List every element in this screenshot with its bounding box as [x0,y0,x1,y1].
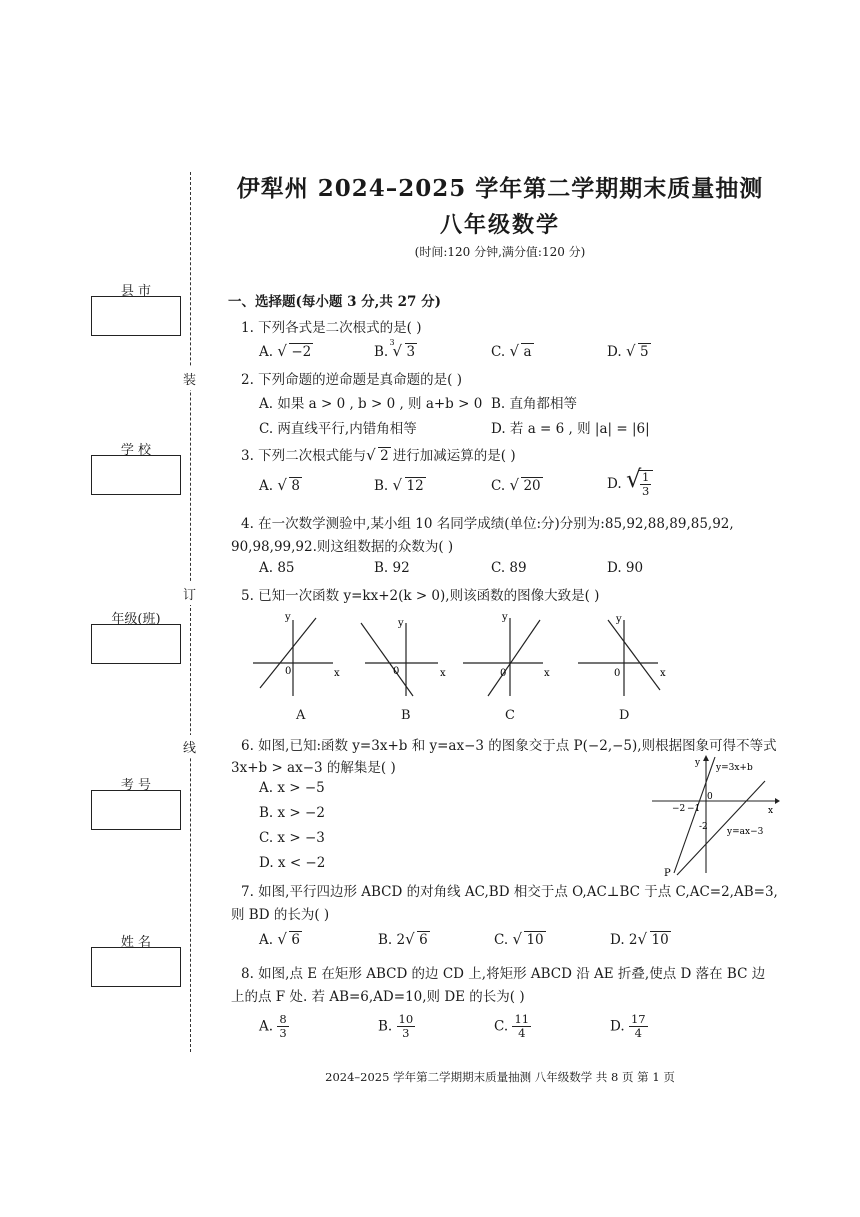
q5-graph-c[interactable] [463,612,550,696]
q3-option-d[interactable]: D. √ $\frac{1}{3}$ [607,470,655,498]
q1-d-radical: √ 5 [625,342,649,360]
q8-line1: 8. 如图,点 E 在矩形 ABCD 的边 CD 上,将矩形 ABCD 沿 AE 折叠,使点 D 落在 BC 边 [241,966,766,982]
q6-option-b[interactable]: B. x > −2 [259,805,325,821]
q3-option-a[interactable]: A. √ 8 [259,476,300,494]
q3-a-radical: √ 8 [277,476,300,494]
q5-label-c: C [505,708,515,723]
q8-option-b[interactable]: B. $\frac{10}{3}$ [378,1012,414,1040]
q7-b-radical: √ 6 [405,930,428,948]
q5-graphs [248,608,688,703]
field-label-class: 年级(班) [111,612,161,627]
q6-graph [650,755,780,880]
q4-line1: 4. 在一次数学测验中,某小组 10 名同学成绩(单位:分)分别为:85,92,88,89,85,92, [241,516,734,532]
q2-option-a[interactable]: A. 如果 a > 0 , b > 0 , 则 a+b > 0 [259,396,483,412]
q5-a-axis-x: x [334,668,340,679]
q2-option-b[interactable]: B. 直角都相等 [491,396,578,412]
q3-option-b[interactable]: B. √ 12 [374,476,424,494]
q6-line2: 3x+b > ax−3 的解集是( ) [231,760,396,776]
field-label-exam-number: 考 号 [120,778,152,793]
q5-c-axis-y: y [502,612,508,623]
q3-c-radical: √ 20 [509,476,541,494]
q1-a-radical: √ −2 [277,342,312,360]
q8-option-a[interactable]: A. $\frac{8}{3}$ [259,1012,287,1040]
q6-point-p: P [664,868,671,879]
binding-char-xian: 线 [183,735,196,758]
q1-option-a[interactable]: A. √ −2 [259,342,312,360]
q5-b-axis-y: y [398,618,404,629]
q7-a-radical: √ 6 [277,930,300,948]
q5-b-origin: 0 [393,666,400,677]
name-input-box[interactable] [91,947,181,987]
page-title: 伊犁州 2024–2025 学年第二学期期末质量抽测 [236,175,764,202]
q6-y-tick: -2 [699,822,708,832]
field-label-county: 县 市 [120,284,152,299]
q5-c-origin: 0 [500,668,507,679]
field-label-school: 学 校 [120,443,152,458]
q7-c-radical: √ 10 [512,930,544,948]
q7-option-b[interactable]: B. 2 √ 6 [378,930,428,948]
q7-line2: 则 BD 的长为( ) [231,907,330,923]
q4-option-b[interactable]: B. 92 [374,560,410,576]
q6-label-line1: y=3x+b [716,763,753,773]
q3-option-c[interactable]: C. √ 20 [491,476,541,494]
subject-title: 八年级数学 [439,212,560,238]
q7-option-d[interactable]: D. 2 √ 10 [610,930,669,948]
q5-graph-a[interactable] [253,612,340,696]
q4-option-a[interactable]: A. 85 [259,560,295,576]
page-footer: 2024–2025 学年第二学期期末质量抽测 八年级数学 共 8 页 第 1 页 [325,1070,675,1084]
q7-option-a[interactable]: A. √ 6 [259,930,300,948]
field-label-name: 姓 名 [120,935,152,950]
q5-a-origin: 0 [285,666,292,677]
q5-d-origin: 0 [614,668,621,679]
q2-option-c[interactable]: C. 两直线平行,内错角相等 [259,421,417,437]
q7-option-c[interactable]: C. √ 10 [494,930,544,948]
q5-c-axis-x: x [544,668,550,679]
q7-line1: 7. 如图,平行四边形 ABCD 的对角线 AC,BD 相交于点 O,AC⊥BC 于点 C,AC=2,AB=3, [241,884,778,900]
q3-stem: 3. 下列二次根式能与 √ 2 进行加减运算的是( ) [241,446,516,464]
q6-option-c[interactable]: C. x > −3 [259,830,325,846]
q7-d-radical: √ 10 [637,930,669,948]
q3-stem-radical: √ 2 [366,446,389,464]
q4-option-d[interactable]: D. 90 [607,560,644,576]
q3-d-radical: √ $\frac{1}{3}$ [626,470,653,498]
q1-option-c[interactable]: C. √ a [491,342,532,360]
q5-a-axis-y: y [285,612,291,623]
binding-char-zhuang: 装 [183,367,196,390]
q8-option-d[interactable]: D. $\frac{17}{4}$ [610,1012,646,1040]
q5-label-d: D [619,708,630,723]
q6-option-d[interactable]: D. x < −2 [259,855,326,871]
q6-label-line2: y=ax−3 [727,827,764,837]
exam-info: (时间:120 分钟,满分值:120 分) [414,245,586,259]
q5-b-axis-x: x [440,668,446,679]
q2-stem: 2. 下列命题的逆命题是真命题的是( ) [241,372,462,388]
q8-line2: 上的点 F 处. 若 AB=6,AD=10,则 DE 的长为( ) [231,989,525,1005]
q5-label-b: B [401,708,411,723]
q6-origin: 0 [707,792,713,802]
q1-c-radical: √ a [509,342,532,360]
q1-b-radical: 3 √ 3 [389,338,416,360]
q4-line2: 90,98,99,92.则这组数据的众数为( ) [231,539,454,555]
q6-line1: 6. 如图,已知:函数 y=3x+b 和 y=ax−3 的图象交于点 P(−2,−5),则根据图象可得不等式 [241,738,777,754]
exam-number-input-box[interactable] [91,790,181,830]
school-input-box[interactable] [91,455,181,495]
q2-option-d[interactable]: D. 若 a = 6 , 则 |a| = |6| [491,421,650,437]
binding-char-ding: 订 [183,582,196,605]
q4-option-c[interactable]: C. 89 [491,560,527,576]
q6-tick-neg2: −2 [672,804,686,814]
q5-graph-b[interactable] [361,618,446,696]
q5-d-axis-x: x [660,668,666,679]
q1-option-b[interactable]: B. 3 √ 3 [374,338,416,360]
q6-option-a[interactable]: A. x > −5 [259,780,325,796]
q6-tick-neg1: −1 [687,804,701,814]
q1-stem: 1. 下列各式是二次根式的是( ) [241,320,422,336]
county-input-box[interactable] [91,296,181,336]
q5-graph-d[interactable] [578,614,666,696]
q5-d-axis-y: y [616,614,622,625]
q8-option-c[interactable]: C. $\frac{11}{4}$ [494,1012,530,1040]
q5-stem: 5. 已知一次函数 y=kx+2(k > 0),则该函数的图像大致是( ) [241,588,600,604]
q6-label-y: y [695,758,701,768]
q3-b-radical: √ 12 [392,476,424,494]
q5-label-a: A [296,708,306,723]
section-heading: 一、选择题(每小题 3 分,共 27 分) [228,294,441,310]
q6-label-x: x [768,806,774,816]
class-input-box[interactable] [91,624,181,664]
binding-line [190,172,191,1052]
q1-option-d[interactable]: D. √ 5 [607,342,649,360]
